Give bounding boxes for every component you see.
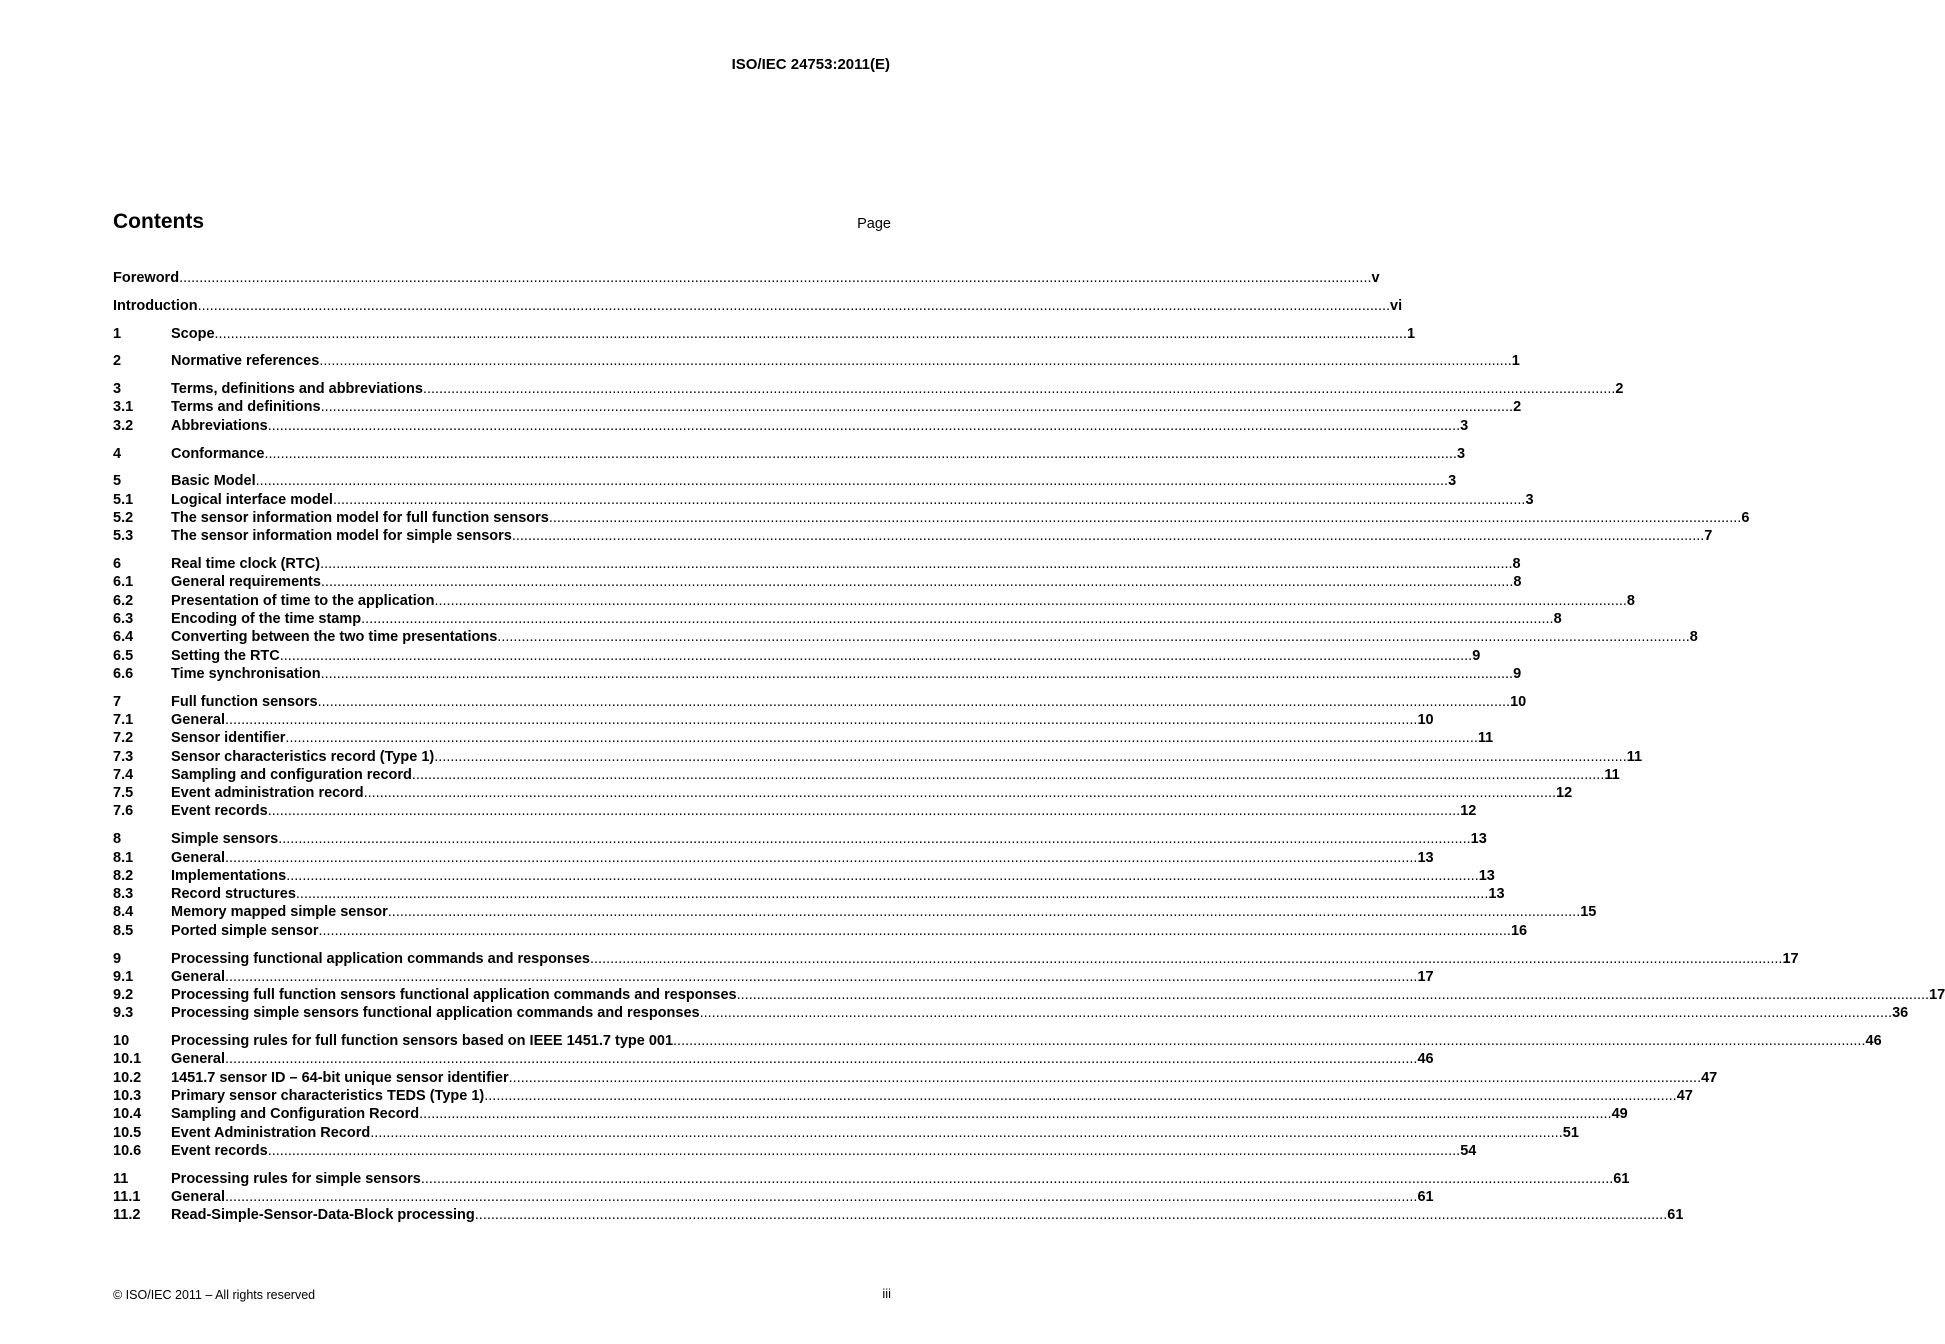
toc-entry-title: Normative references xyxy=(171,353,320,370)
toc-entry[interactable] xyxy=(113,417,1469,436)
toc-entry-number: 2 xyxy=(113,353,122,370)
toc-entry-title: Processing rules for simple sensors xyxy=(171,1170,421,1187)
toc-entry-number: 5 xyxy=(113,473,122,490)
toc-entry-number: 7.2 xyxy=(113,730,134,747)
toc-entry[interactable] xyxy=(113,381,1624,399)
toc-entry-number: 9.1 xyxy=(113,968,134,985)
toc-entry-page: 36 xyxy=(1892,1005,1909,1022)
toc-entry-page: 17 xyxy=(1417,968,1434,985)
toc-entry-page: v xyxy=(1371,270,1380,286)
toc-entry-title: Event records xyxy=(171,803,268,820)
toc-entry[interactable] xyxy=(113,1170,1630,1189)
toc-entry[interactable] xyxy=(113,297,1403,316)
toc-dot-leader xyxy=(198,298,1390,314)
toc-entry[interactable] xyxy=(113,693,1527,712)
toc-entry-title: Read-Simple-Sensor-Data-Block processing xyxy=(171,1207,475,1224)
toc-entry-title: General xyxy=(171,1189,225,1206)
copyright-notice: © ISO/IEC 2011 – All rights reserved xyxy=(113,1288,316,1302)
toc-dot-leader xyxy=(509,1070,1701,1086)
toc-entry-page: 8 xyxy=(1513,574,1522,591)
toc-dot-leader xyxy=(700,1005,1892,1021)
toc-entry-page: 2 xyxy=(1513,399,1522,416)
toc-dot-leader xyxy=(256,473,1448,489)
toc-entry-title: General xyxy=(171,968,225,985)
toc-entry-number: 5.1 xyxy=(113,491,134,508)
toc-entry-number: 8.3 xyxy=(113,886,134,903)
toc-entry[interactable] xyxy=(113,711,1434,730)
toc-entry[interactable] xyxy=(113,1069,1718,1088)
toc-entry[interactable] xyxy=(113,610,1562,629)
toc-entry-page: 13 xyxy=(1478,867,1495,884)
toc-entry-title: Scope xyxy=(171,325,215,342)
toc-entry-page: 13 xyxy=(1488,886,1505,903)
toc-entry-title: Ported simple sensor xyxy=(171,922,319,939)
toc-entry-title: Conformance xyxy=(171,445,265,462)
toc-entry[interactable] xyxy=(113,1142,1477,1161)
toc-entry-page: 8 xyxy=(1512,556,1521,573)
toc-dot-leader xyxy=(286,868,1478,884)
toc-entry[interactable] xyxy=(113,950,1799,969)
toc-entry[interactable] xyxy=(113,647,1481,666)
toc-entry-title: Introduction xyxy=(113,297,198,314)
toc-entry[interactable] xyxy=(113,1005,1909,1023)
toc-entry[interactable] xyxy=(113,748,1643,767)
toc-entry-page: 47 xyxy=(1701,1069,1718,1086)
toc-entry-number: 9.3 xyxy=(113,1005,134,1022)
toc-entry-title: Sensor characteristics record (Type 1) xyxy=(171,748,435,765)
toc-entry-number: 6 xyxy=(113,556,122,573)
toc-dot-leader xyxy=(225,969,1417,985)
toc-dot-leader xyxy=(225,850,1417,866)
toc-entry-page: 9 xyxy=(1513,665,1522,682)
toc-entry[interactable] xyxy=(113,785,1573,803)
toc-dot-leader xyxy=(475,1207,1667,1223)
toc-dot-leader xyxy=(388,904,1580,920)
toc-entry-number: 8.5 xyxy=(113,922,134,939)
toc-entry-title: Event Administration Record xyxy=(171,1124,371,1141)
toc-entry-title: Processing simple sensors functional application commands and responses xyxy=(171,1005,700,1022)
toc-entry-title: Converting between the two time presentations xyxy=(171,629,498,646)
toc-entry-number: 5.3 xyxy=(113,528,134,545)
toc-entry-title: Record structures xyxy=(171,886,296,903)
toc-entry-number: 8.1 xyxy=(113,849,134,866)
toc-dot-leader xyxy=(484,1088,1676,1104)
toc-entry-title: Abbreviations xyxy=(171,417,268,434)
toc-entry-number: 10.1 xyxy=(113,1051,142,1068)
toc-dot-leader xyxy=(423,381,1615,397)
toc-dot-leader xyxy=(268,803,1460,819)
toc-entry-number: 3.2 xyxy=(113,417,134,434)
toc-entry-page: 13 xyxy=(1417,849,1434,866)
toc-entry[interactable] xyxy=(113,556,1521,574)
toc-entry-number: 10.2 xyxy=(113,1069,142,1086)
toc-entry-title: Processing functional application commands and responses xyxy=(171,950,590,967)
toc-entry[interactable] xyxy=(113,831,1487,849)
toc-entry[interactable] xyxy=(113,968,1434,987)
toc-entry-title: Processing full function sensors functional application commands and responses xyxy=(171,987,737,1004)
toc-dot-leader xyxy=(296,886,1488,902)
toc-entry-number: 3 xyxy=(113,381,122,398)
toc-entry-number: 10.5 xyxy=(113,1124,142,1141)
toc-entry-title: Logical interface model xyxy=(171,491,333,508)
toc-entry-page: vi xyxy=(1390,297,1403,314)
toc-entry-page: 12 xyxy=(1460,803,1477,820)
toc-entry-number: 9 xyxy=(113,950,122,967)
toc-entry-page: 54 xyxy=(1460,1142,1477,1159)
toc-entry[interactable] xyxy=(113,592,1635,611)
toc-entry-number: 11.1 xyxy=(113,1189,141,1206)
toc-entry[interactable] xyxy=(113,766,1620,785)
toc-entry-number: 6.2 xyxy=(113,592,134,609)
toc-entry[interactable] xyxy=(113,665,1522,684)
toc-entry-number: 10.6 xyxy=(113,1142,142,1159)
toc-entry-title: Terms and definitions xyxy=(171,399,321,416)
toc-entry-title: 1451.7 sensor ID – 64-bit unique sensor identifier xyxy=(171,1069,509,1086)
toc-entry-page: 11 xyxy=(1626,748,1643,765)
table-of-contents xyxy=(113,270,1945,1226)
toc-entry-number: 8.2 xyxy=(113,867,134,884)
toc-dot-leader xyxy=(737,987,1929,1003)
toc-dot-leader xyxy=(412,767,1604,783)
toc-entry-page: 1 xyxy=(1511,353,1520,370)
toc-dot-leader xyxy=(361,611,1553,627)
toc-entry-title: General xyxy=(171,849,225,866)
toc-entry-title: Processing rules for full function sensors based on IEEE 1451.7 type 001 xyxy=(171,1033,674,1050)
toc-dot-leader xyxy=(285,730,1477,746)
toc-entry-number: 7.1 xyxy=(113,711,134,728)
toc-entry[interactable] xyxy=(113,1207,1684,1225)
toc-entry[interactable] xyxy=(113,922,1528,941)
toc-entry[interactable] xyxy=(113,1033,1882,1051)
toc-entry-title: Event administration record xyxy=(171,785,364,802)
toc-dot-leader xyxy=(278,831,1470,847)
toc-entry-page: 10 xyxy=(1510,693,1527,710)
toc-entry[interactable] xyxy=(113,491,1534,510)
toc-entry-page: 8 xyxy=(1626,592,1635,609)
toc-entry-page: 51 xyxy=(1562,1124,1579,1141)
toc-entry-number: 3.1 xyxy=(113,399,134,416)
toc-entry-title: Primary sensor characteristics TEDS (Type 1) xyxy=(171,1088,485,1105)
toc-entry-page: 8 xyxy=(1553,610,1562,627)
toc-dot-leader xyxy=(225,712,1417,728)
toc-entry-number: 11.2 xyxy=(113,1207,141,1224)
toc-dot-leader xyxy=(321,666,1513,682)
toc-entry[interactable] xyxy=(113,270,1380,288)
toc-entry-title: Sensor identifier xyxy=(171,730,286,747)
toc-dot-leader xyxy=(264,446,1456,462)
toc-entry-title: The sensor information model for full function sensors xyxy=(171,509,549,526)
toc-entry-page: 3 xyxy=(1448,473,1457,490)
toc-entry[interactable] xyxy=(113,849,1434,868)
toc-entry-title: Foreword xyxy=(113,270,180,286)
toc-entry-number: 8.4 xyxy=(113,904,134,921)
toc-dot-leader xyxy=(318,694,1510,710)
toc-entry[interactable] xyxy=(113,574,1522,592)
toc-entry-title: Real time clock (RTC) xyxy=(171,556,321,573)
toc-entry-number: 6.1 xyxy=(113,574,134,591)
toc-entry[interactable] xyxy=(113,473,1457,491)
toc-entry-title: Full function sensors xyxy=(171,693,318,710)
toc-entry-number: 1 xyxy=(113,325,122,342)
toc-entry-title: General requirements xyxy=(171,574,321,591)
toc-entry-number: 5.2 xyxy=(113,509,134,526)
toc-dot-leader xyxy=(320,556,1512,572)
page-number: iii xyxy=(882,1286,891,1301)
toc-dot-leader xyxy=(179,270,1371,286)
toc-entry-title: General xyxy=(171,1051,225,1068)
toc-dot-leader xyxy=(419,1106,1611,1122)
toc-entry-page: 12 xyxy=(1556,785,1573,802)
toc-entry-page: 49 xyxy=(1611,1106,1628,1123)
toc-entry-title: The sensor information model for simple sensors xyxy=(171,528,512,545)
toc-entry-page: 11 xyxy=(1604,766,1620,783)
toc-entry-title: Setting the RTC xyxy=(171,647,280,664)
toc-entry[interactable] xyxy=(113,1124,1579,1143)
toc-entry[interactable] xyxy=(113,528,1713,546)
toc-entry-number: 7.5 xyxy=(113,785,134,802)
toc-entry-number: 7.3 xyxy=(113,748,134,765)
toc-dot-leader xyxy=(225,1051,1417,1067)
toc-entry-title: Basic Model xyxy=(171,473,256,490)
toc-entry-page: 6 xyxy=(1741,509,1750,526)
toc-entry-title: Encoding of the time stamp xyxy=(171,610,362,627)
toc-entry-page: 47 xyxy=(1676,1088,1693,1105)
toc-dot-leader xyxy=(321,399,1513,415)
toc-entry-page: 16 xyxy=(1510,922,1528,939)
toc-entry[interactable] xyxy=(113,629,1698,647)
toc-entry-page: 13 xyxy=(1470,831,1487,848)
toc-entry-page: 46 xyxy=(1417,1051,1434,1068)
contents-heading: Contents xyxy=(113,210,204,233)
toc-dot-leader xyxy=(434,749,1626,765)
toc-entry-page: 10 xyxy=(1417,711,1434,728)
toc-entry-page: 3 xyxy=(1456,445,1466,462)
toc-dot-leader xyxy=(512,528,1704,544)
toc-dot-leader xyxy=(549,510,1741,526)
toc-dot-leader xyxy=(364,785,1556,801)
toc-entry-title: Event records xyxy=(171,1142,268,1159)
toc-dot-leader xyxy=(268,1143,1460,1159)
toc-entry-page: 61 xyxy=(1417,1189,1434,1206)
toc-entry-title: Presentation of time to the application xyxy=(171,592,435,609)
toc-entry-page: 61 xyxy=(1667,1207,1684,1224)
toc-dot-leader xyxy=(497,629,1689,645)
toc-entry-page: 11 xyxy=(1477,730,1494,747)
toc-entry-page: 46 xyxy=(1865,1033,1882,1050)
toc-entry[interactable] xyxy=(113,987,1945,1005)
toc-entry[interactable] xyxy=(113,509,1750,528)
toc-entry-number: 10.4 xyxy=(113,1106,142,1123)
toc-entry-page: 17 xyxy=(1782,950,1799,967)
document-header: ISO/IEC 24753:2011(E) xyxy=(731,56,890,73)
toc-entry-number: 10.3 xyxy=(113,1088,142,1105)
toc-dot-leader xyxy=(225,1189,1417,1205)
toc-entry-page: 15 xyxy=(1580,904,1597,921)
toc-entry-page: 1 xyxy=(1406,325,1416,342)
toc-dot-leader xyxy=(318,923,1510,939)
toc-dot-leader xyxy=(280,648,1472,664)
toc-dot-leader xyxy=(434,593,1626,609)
toc-dot-leader xyxy=(319,353,1511,369)
toc-entry[interactable] xyxy=(113,1189,1434,1207)
toc-entry-number: 8 xyxy=(113,831,122,848)
toc-entry-page: 3 xyxy=(1460,417,1469,434)
toc-entry[interactable] xyxy=(113,867,1495,886)
toc-entry[interactable] xyxy=(113,445,1466,464)
page-column-label: Page xyxy=(857,216,891,232)
toc-entry-number: 6.4 xyxy=(113,629,134,646)
toc-dot-leader xyxy=(215,326,1407,342)
toc-entry-page: 61 xyxy=(1613,1170,1630,1187)
toc-entry-title: Implementations xyxy=(171,867,287,884)
toc-entry-number: 6.5 xyxy=(113,647,134,664)
toc-entry-page: 2 xyxy=(1615,381,1624,398)
toc-entry-number: 7.6 xyxy=(113,803,134,820)
toc-entry-number: 7 xyxy=(113,693,122,710)
toc-entry[interactable] xyxy=(113,886,1505,904)
toc-dot-leader xyxy=(421,1171,1613,1187)
toc-entry[interactable] xyxy=(113,904,1597,922)
toc-entry-title: Time synchronisation xyxy=(171,665,321,682)
toc-entry-number: 6.3 xyxy=(113,610,134,627)
toc-entry-page: 8 xyxy=(1689,629,1698,646)
toc-dot-leader xyxy=(268,418,1460,434)
toc-entry[interactable] xyxy=(113,1106,1628,1124)
toc-entry-title: Simple sensors xyxy=(171,831,279,848)
toc-dot-leader xyxy=(370,1125,1562,1141)
toc-entry-page: 9 xyxy=(1472,647,1481,664)
toc-entry[interactable] xyxy=(113,730,1494,748)
toc-entry-page: 7 xyxy=(1704,528,1713,545)
toc-entry-number: 6.6 xyxy=(113,665,134,682)
toc-dot-leader xyxy=(333,492,1525,508)
toc-entry-title: Memory mapped simple sensor xyxy=(171,904,388,921)
toc-entry-title: General xyxy=(171,711,225,728)
toc-entry-number: 10 xyxy=(113,1033,130,1050)
toc-entry-page: 17 xyxy=(1929,987,1945,1004)
toc-entry-page: 3 xyxy=(1525,491,1534,508)
toc-entry[interactable] xyxy=(113,1051,1434,1069)
toc-entry-number: 11 xyxy=(113,1170,129,1187)
toc-entry-title: Sampling and configuration record xyxy=(171,766,412,783)
toc-entry[interactable] xyxy=(113,803,1477,821)
toc-entry-title: Terms, definitions and abbreviations xyxy=(171,381,423,398)
toc-entry-number: 9.2 xyxy=(113,987,134,1004)
toc-dot-leader xyxy=(673,1033,1865,1049)
toc-entry[interactable] xyxy=(113,353,1520,371)
toc-entry-number: 4 xyxy=(113,445,122,462)
toc-entry[interactable] xyxy=(113,1088,1693,1106)
toc-entry[interactable] xyxy=(113,399,1522,417)
toc-entry-number: 7.4 xyxy=(113,766,134,783)
toc-dot-leader xyxy=(321,574,1513,590)
toc-entry[interactable] xyxy=(113,325,1416,344)
toc-dot-leader xyxy=(590,951,1782,967)
toc-entry-title: Sampling and Configuration Record xyxy=(171,1106,420,1123)
